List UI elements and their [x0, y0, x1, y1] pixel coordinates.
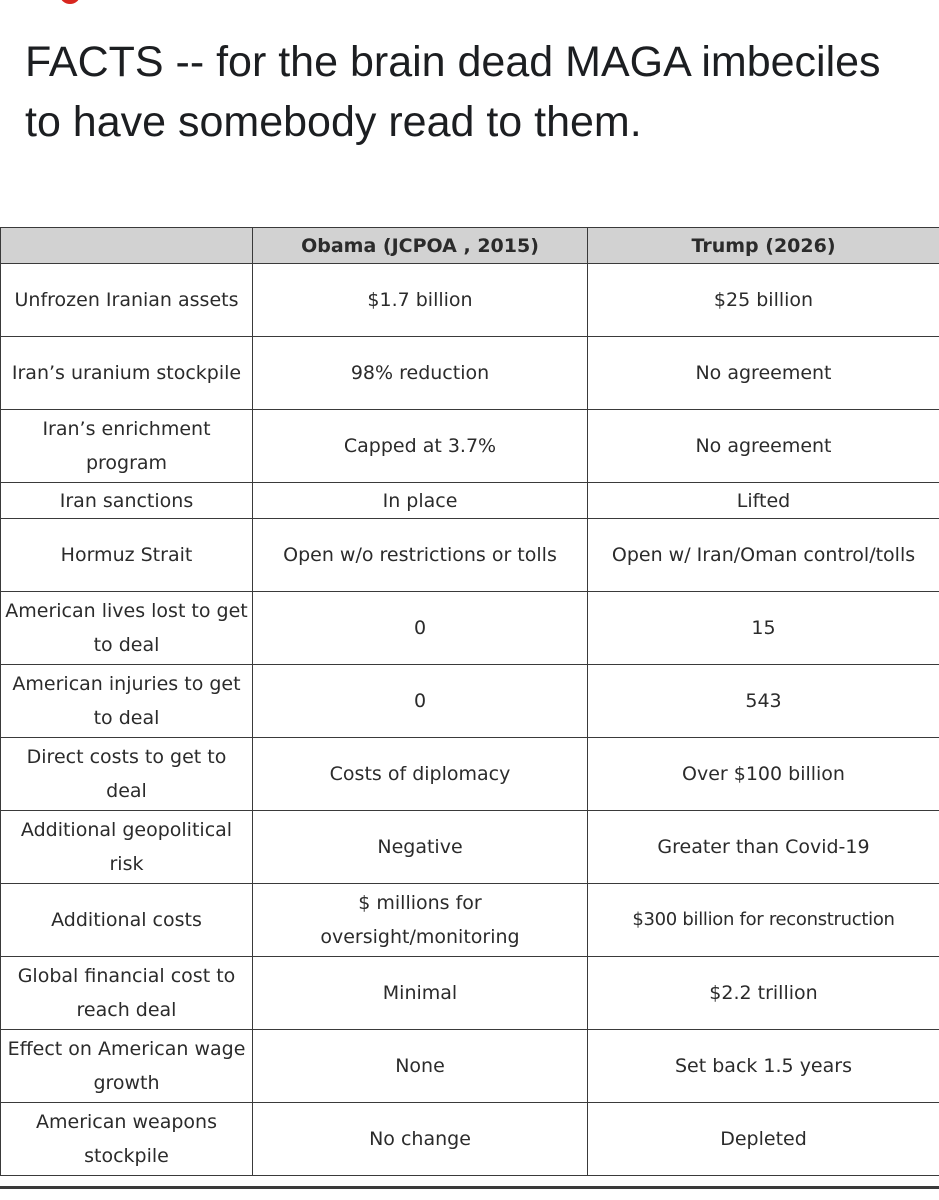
trump-value: $300 billion for reconstruction [588, 884, 939, 957]
header-obama: Obama (JCPOA , 2015) [253, 228, 588, 264]
trump-value: No agreement [588, 337, 939, 410]
table-row [1, 592, 939, 665]
row-label: Additional costs [1, 884, 253, 957]
row-label: Iran’s uranium stockpile [1, 337, 253, 410]
trump-value: Over $100 billion [588, 738, 939, 811]
table-row [1, 738, 939, 811]
trump-value: Set back 1.5 years [588, 1030, 939, 1103]
table-row [1, 483, 939, 519]
row-label: Effect on American wage growth [1, 1030, 253, 1103]
obama-value: Costs of diplomacy [253, 738, 588, 811]
obama-value: No change [253, 1103, 588, 1176]
trump-value: No agreement [588, 410, 939, 483]
obama-value: $1.7 billion [253, 264, 588, 337]
table-header-row [1, 228, 939, 264]
avatar[interactable] [60, 0, 80, 4]
header-trump: Trump (2026) [588, 228, 939, 264]
obama-value: Capped at 3.7% [253, 410, 588, 483]
row-label: American weapons stockpile [1, 1103, 253, 1176]
row-label: American lives lost to get to deal [1, 592, 253, 665]
row-label: Global financial cost to reach deal [1, 957, 253, 1030]
trump-value: 543 [588, 665, 939, 738]
table-row [1, 811, 939, 884]
obama-value: 0 [253, 665, 588, 738]
obama-value: Minimal [253, 957, 588, 1030]
table-row [1, 264, 939, 337]
trump-value: 15 [588, 592, 939, 665]
row-label: Additional geopolitical risk [1, 811, 253, 884]
row-label: Hormuz Strait [1, 519, 253, 592]
table-row [1, 884, 939, 957]
obama-value: 98% reduction [253, 337, 588, 410]
row-label: American injuries to get to deal [1, 665, 253, 738]
header-blank [1, 228, 253, 264]
obama-value: None [253, 1030, 588, 1103]
table-row [1, 337, 939, 410]
obama-value: 0 [253, 592, 588, 665]
obama-value: $ millions for oversight/monitoring [253, 884, 588, 957]
table-row [1, 519, 939, 592]
obama-value: Open w/o restrictions or tolls [253, 519, 588, 592]
row-label: Direct costs to get to deal [1, 738, 253, 811]
trump-value: Open w/ Iran/Oman control/tolls [588, 519, 939, 592]
post-caption: FACTS -- for the brain dead MAGA imbeciles to have somebody read to them. [25, 38, 881, 146]
row-label: Unfrozen Iranian assets [1, 264, 253, 337]
obama-value: Negative [253, 811, 588, 884]
trump-value: Depleted [588, 1103, 939, 1176]
table-row [1, 957, 939, 1030]
bottom-divider [0, 1186, 939, 1189]
trump-value: Lifted [588, 483, 939, 519]
table-row [1, 665, 939, 738]
trump-value: $25 billion [588, 264, 939, 337]
row-label: Iran’s enrichment program [1, 410, 253, 483]
table-row [1, 1103, 939, 1176]
obama-value: In place [253, 483, 588, 519]
trump-value: $2.2 trillion [588, 957, 939, 1030]
trump-value: Greater than Covid-19 [588, 811, 939, 884]
table-row [1, 410, 939, 483]
row-label: Iran sanctions [1, 483, 253, 519]
table-row [1, 1030, 939, 1103]
comparison-table [0, 227, 939, 1176]
